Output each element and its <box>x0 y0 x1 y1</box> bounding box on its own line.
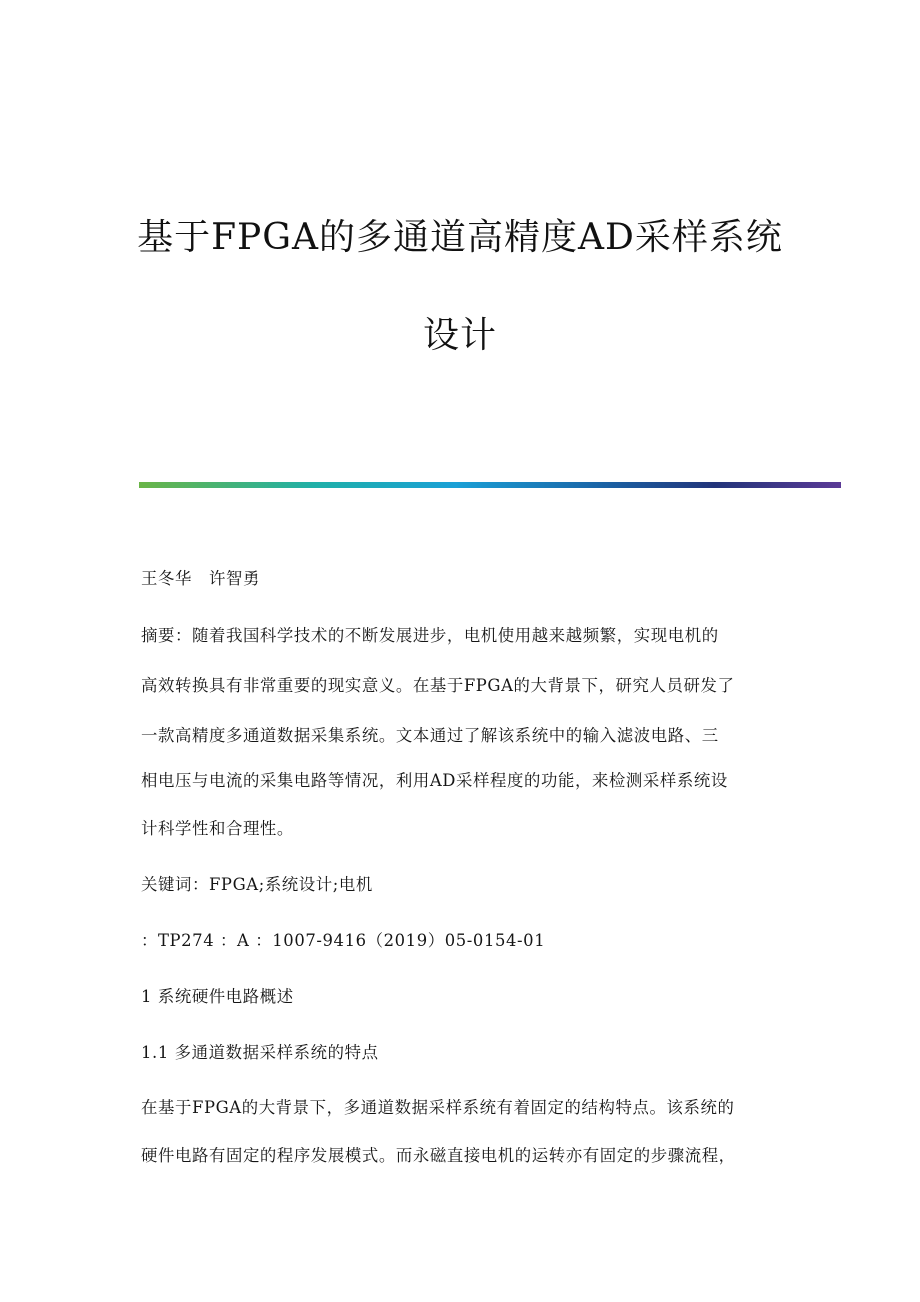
abstract-line: 相电压与电流的采集电路等情况，利用AD采样程度的功能，来检测采样系统设 <box>141 771 728 790</box>
keywords: 关键词：FPGA;系统设计;电机 <box>141 875 373 894</box>
authors: 王冬华 许智勇 <box>141 569 260 588</box>
paper-title-line-1: 基于FPGA的多通道高精度AD采样系统 <box>137 217 783 258</box>
abstract-line: 高效转换具有非常重要的现实意义。在基于FPGA的大背景下，研究人员研发了 <box>141 676 735 695</box>
classification-info: ：TP274 ：A ：1007-9416（2019）05-0154-01 <box>141 931 546 950</box>
body-line: 在基于FPGA的大背景下，多通道数据采样系统有着固定的结构特点。该系统的 <box>141 1098 735 1117</box>
subsection-heading: 1.1 多通道数据采样系统的特点 <box>141 1043 379 1062</box>
title-divider <box>139 482 841 488</box>
section-heading: 1 系统硬件电路概述 <box>141 987 294 1006</box>
body-line: 硬件电路有固定的程序发展模式。而永磁直接电机的运转亦有固定的步骤流程， <box>141 1146 736 1165</box>
abstract-line: 计科学性和合理性。 <box>141 819 294 838</box>
paper-title-line-2: 设计 <box>422 315 497 356</box>
abstract-line: 摘要：随着我国科学技术的不断发展进步，电机使用越来越频繁，实现电机的 <box>141 626 719 645</box>
abstract-line: 一款高精度多通道数据采集系统。文本通过了解该系统中的输入滤波电路、三 <box>141 726 719 745</box>
